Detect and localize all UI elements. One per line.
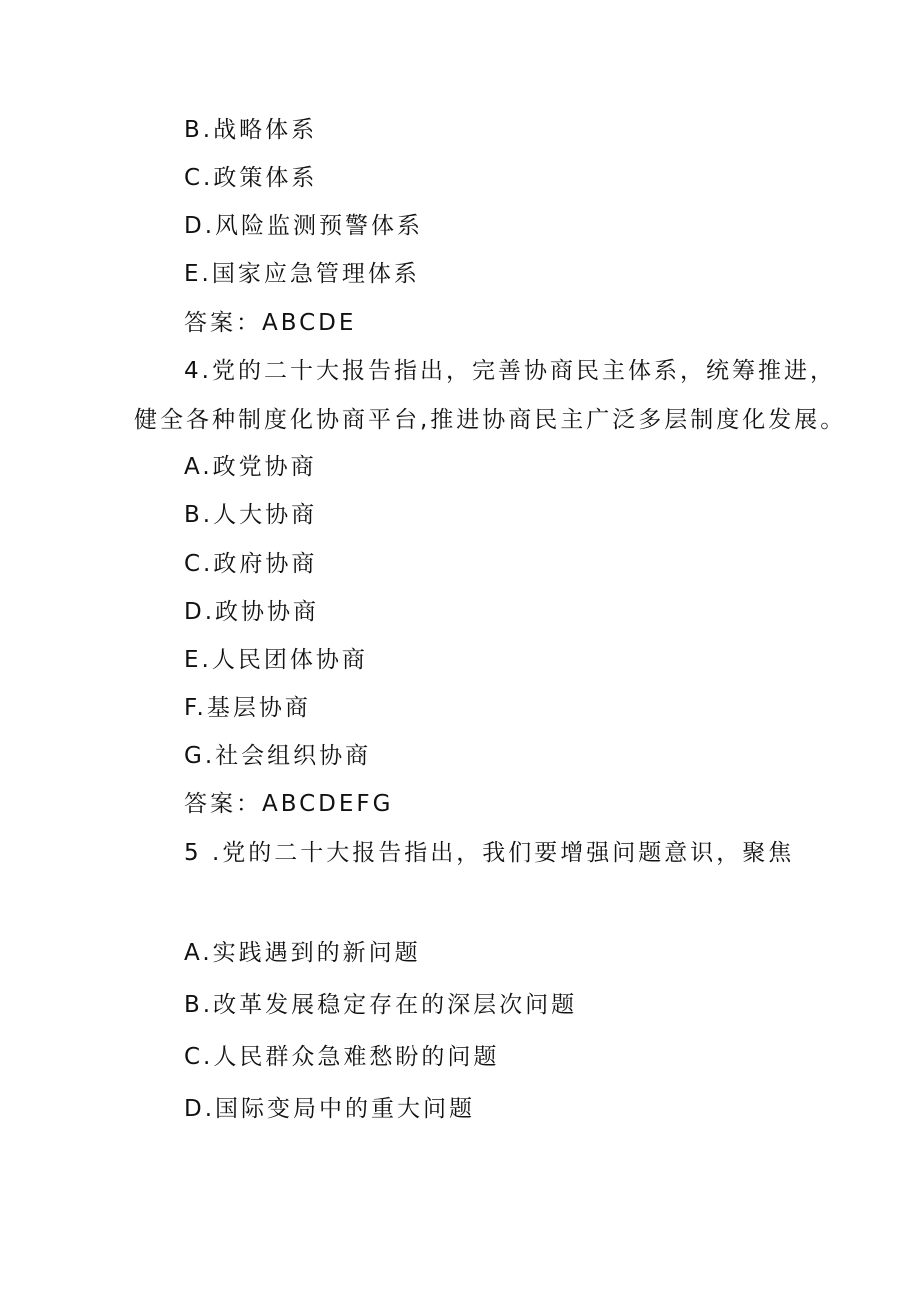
- q3-option-d: D.风险监测预警体系: [184, 213, 424, 239]
- q5-option-c: C.人民群众急难愁盼的问题: [184, 1044, 500, 1070]
- q5-option-b: B.改革发展稳定存在的深层次问题: [184, 992, 578, 1018]
- q4-option-g: G.社会组织协商: [184, 743, 372, 769]
- q4-answer: 答案：ABCDEFG: [184, 791, 394, 817]
- q3-option-b: B.战略体系: [184, 117, 318, 143]
- q4-option-b: B.人大协商: [184, 502, 318, 528]
- q4-option-f: F.基层协商: [184, 695, 311, 721]
- q5-stem-line1: 5 .党的二十大报告指出，我们要增强问题意识，聚焦: [184, 840, 795, 866]
- q4-option-d: D.政协协商: [184, 599, 320, 625]
- q3-answer: 答案：ABCDE: [184, 310, 357, 336]
- q5-option-d: D.国际变局中的重大问题: [184, 1096, 476, 1122]
- q3-option-c: C.政策体系: [184, 165, 318, 191]
- q4-stem-line2: 健全各种制度化协商平台,推进协商民主广泛多层制度化发展。: [134, 407, 847, 433]
- q4-stem-line1: 4.党的二十大报告指出，完善协商民主体系，统筹推进，: [184, 358, 836, 384]
- q4-option-a: A.政党协商: [184, 454, 317, 480]
- q4-option-e: E.人民团体协商: [184, 647, 368, 673]
- q3-option-e: E.国家应急管理体系: [184, 261, 420, 287]
- q4-option-c: C.政府协商: [184, 551, 318, 577]
- q5-option-a: A.实践遇到的新问题: [184, 940, 421, 966]
